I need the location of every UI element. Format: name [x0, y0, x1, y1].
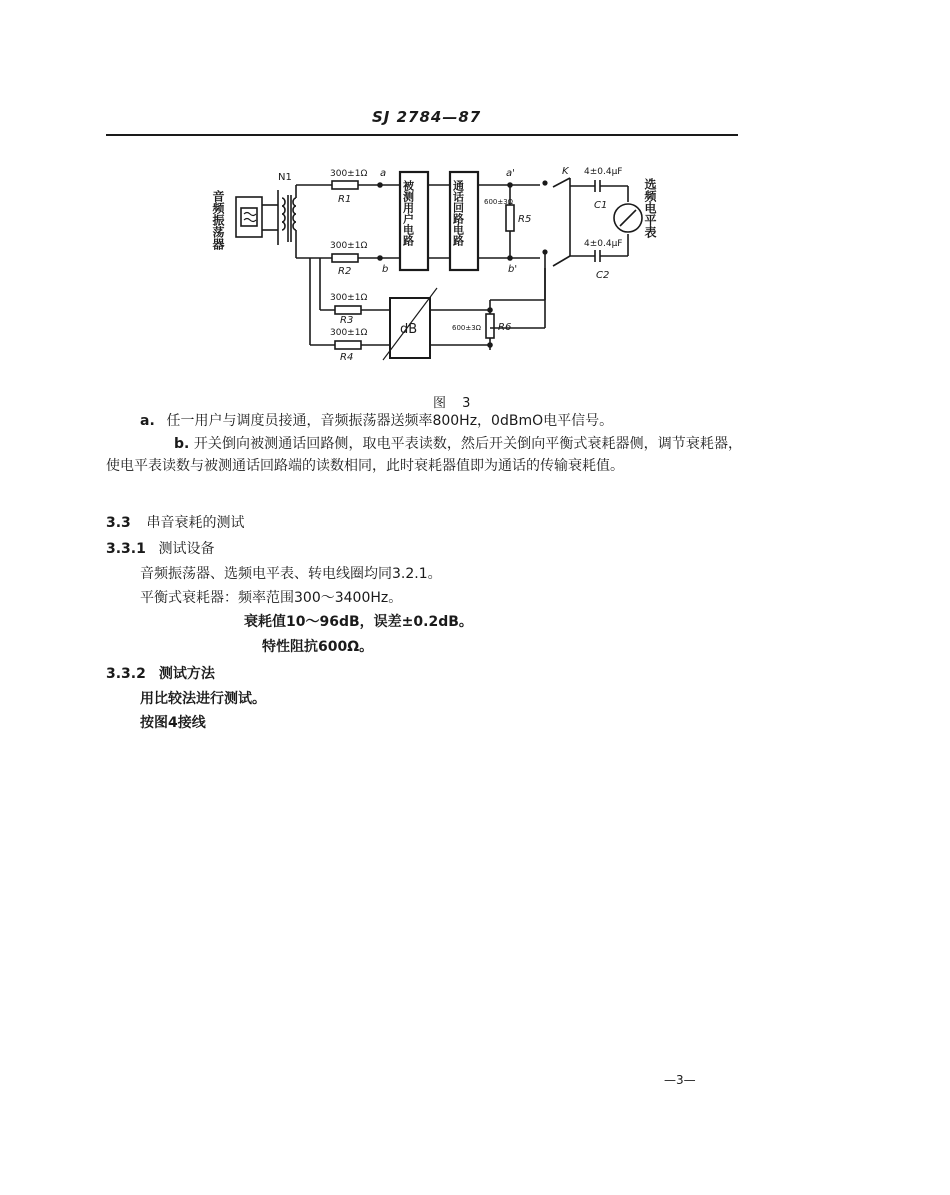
- resistor-r4: [335, 341, 361, 349]
- equipment-line-2: 平衡式衰耗器：频率范围300～3400Hz。: [140, 590, 403, 606]
- label-attenuator: dB: [400, 322, 418, 337]
- label-node-a: a: [380, 168, 387, 179]
- resistor-r1: [332, 181, 358, 189]
- equipment-line-3: 衰耗值10～96dB，误差±0.2dB。: [244, 614, 473, 630]
- method-line-1: 用比较法进行测试。: [140, 691, 266, 707]
- section-3-3-2-number: 3.3.2: [106, 666, 146, 682]
- item-a: [140, 410, 740, 432]
- header-rule: [106, 134, 738, 136]
- resistor-r2: [332, 254, 358, 262]
- section-3-3-1-title: 测试设备: [158, 541, 215, 557]
- transformer-coil-left: [282, 198, 285, 230]
- label-r2-value: 300±1Ω: [330, 241, 368, 251]
- circuit-diagram: [200, 150, 680, 375]
- figure-caption: 图 3: [433, 396, 477, 411]
- label-oscillator: 音频振荡器: [211, 190, 225, 250]
- label-c1-value: 4±0.4μF: [584, 167, 623, 177]
- item-a-text: 任一用户与调度员接通，音频振荡器送频率800Hz，0dBmO电平信号。: [166, 413, 614, 429]
- label-r4-value: 300±1Ω: [330, 328, 368, 338]
- label-c2: C2: [596, 270, 610, 281]
- label-node-b: b: [382, 264, 389, 275]
- item-a-marker: a.: [140, 413, 155, 429]
- section-3-3-1: [106, 538, 706, 560]
- label-node-a-prime: a': [506, 168, 515, 179]
- label-r4: R4: [340, 352, 354, 363]
- switch-k-lower: [553, 256, 570, 266]
- oscillator-box: [236, 197, 262, 237]
- label-meter: 选频电平表: [643, 178, 657, 238]
- resistor-r3: [335, 306, 361, 314]
- method-line-2: 按图4接线: [140, 715, 206, 731]
- circuit-svg: [200, 150, 680, 375]
- transformer-coil-right: [293, 198, 296, 230]
- switch-k-upper: [553, 178, 570, 187]
- label-r3-value: 300±1Ω: [330, 293, 368, 303]
- label-switch-k: K: [562, 166, 569, 177]
- label-node-b-prime: b': [508, 264, 518, 275]
- label-r2: R2: [338, 266, 352, 277]
- label-r6-value: 600±3Ω: [452, 324, 482, 332]
- label-transmission: 通话回路电路: [451, 180, 465, 246]
- section-3-3-2-title: 测试方法: [158, 666, 215, 682]
- label-transformer: N1: [278, 172, 292, 183]
- label-r5-value: 600±3Ω: [484, 198, 514, 206]
- section-3-3-number: 3.3: [106, 515, 131, 531]
- item-b: [106, 433, 742, 477]
- label-user-equipment: 被测用户电路: [401, 180, 415, 246]
- label-r5: R5: [518, 214, 532, 225]
- label-c1: C1: [594, 200, 608, 211]
- section-3-3-1-number: 3.3.1: [106, 541, 146, 557]
- oscillator-inner: [241, 208, 257, 226]
- label-r6: R6: [498, 322, 512, 333]
- page-number: —3—: [664, 1073, 696, 1087]
- label-r1: R1: [338, 194, 352, 205]
- equipment-line-1: 音频振荡器、选频电平表、转电线圈均同3.2.1。: [140, 566, 442, 582]
- label-r1-value: 300±1Ω: [330, 169, 368, 179]
- resistor-r5: [506, 205, 514, 231]
- item-b-marker: b.: [174, 436, 190, 452]
- label-c2-value: 4±0.4μF: [584, 239, 623, 249]
- document-code: SJ 2784—87: [372, 108, 482, 126]
- section-3-3-2: [106, 663, 706, 685]
- equipment-line-4: 特性阻抗600Ω。: [262, 639, 374, 655]
- section-3-3: [106, 512, 706, 534]
- item-b-text: 开关倒向被测通话回路侧，取电平表读数，然后开关倒向平衡式衰耗器侧，调节衰耗器，使电平表读数与被测通话回路端的读数相同，此时衰耗器值即为通话的传输衰耗值。: [106, 436, 743, 474]
- resistor-r6: [486, 314, 494, 338]
- section-3-3-title: 串音衰耗的测试: [146, 515, 245, 531]
- label-r3: R3: [340, 315, 354, 326]
